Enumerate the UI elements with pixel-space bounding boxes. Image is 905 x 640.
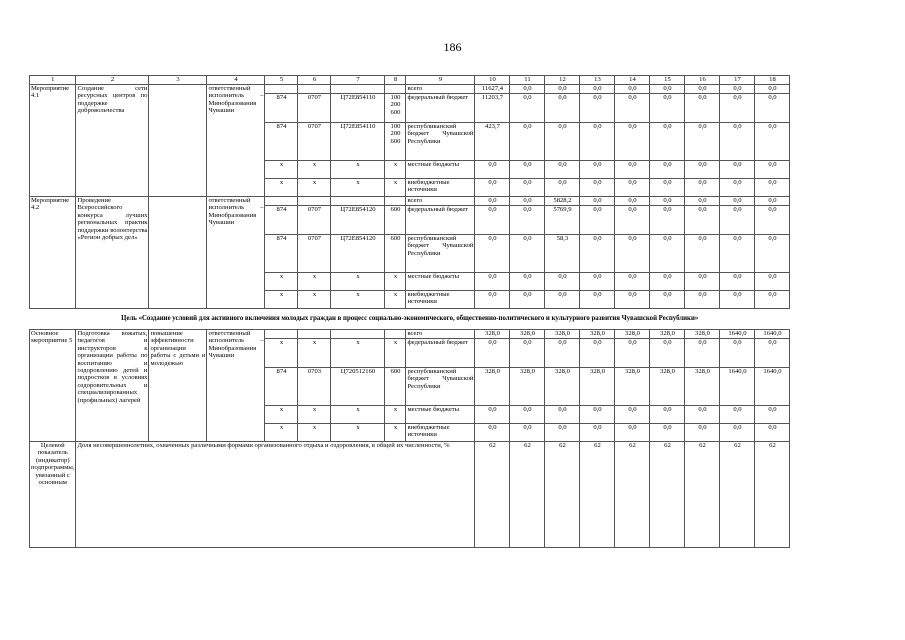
amount-cell: 0,0 bbox=[580, 179, 615, 197]
amount-cell: 328,0 bbox=[545, 330, 580, 339]
goal-heading: Цель «Создание условий для активного включения молодых граждан в процесс социально-экономического, общественно-политического и культурного развития Чувашской Республики» bbox=[30, 309, 790, 330]
expense-type-code: х bbox=[385, 424, 406, 442]
section-code: 0707 bbox=[298, 94, 331, 123]
amount-cell: 0,0 bbox=[720, 291, 755, 309]
amount-cell: 328,0 bbox=[475, 330, 510, 339]
grbs-code: х bbox=[265, 406, 298, 424]
amount-cell: 0,0 bbox=[475, 161, 510, 179]
target-article-code: х bbox=[331, 424, 385, 442]
expense-type-code bbox=[385, 197, 406, 206]
header-row bbox=[30, 76, 790, 85]
amount-cell: 0,0 bbox=[510, 179, 545, 197]
amount-cell: 0,0 bbox=[685, 123, 720, 161]
amount-cell: 5828,2 bbox=[545, 197, 580, 206]
expense-type-code: х bbox=[385, 406, 406, 424]
target-article-code: х bbox=[331, 291, 385, 309]
amount-cell: 0,0 bbox=[615, 273, 650, 291]
amount-cell: 0,0 bbox=[755, 123, 790, 161]
amount-cell: 0,0 bbox=[720, 94, 755, 123]
amount-cell: 0,0 bbox=[580, 206, 615, 235]
amount-cell: 0,0 bbox=[475, 424, 510, 442]
amount-cell: 0,0 bbox=[580, 161, 615, 179]
column-header: 9 bbox=[406, 76, 475, 85]
funding-source: федеральный бюджет bbox=[406, 94, 475, 123]
amount-cell: 0,0 bbox=[650, 291, 685, 309]
funding-source: всего bbox=[406, 197, 475, 206]
section-code: 0707 bbox=[298, 235, 331, 273]
expense-type-code: х bbox=[385, 273, 406, 291]
amount-cell: 0,0 bbox=[720, 424, 755, 442]
amount-cell: 0,0 bbox=[475, 179, 510, 197]
amount-cell: 328,0 bbox=[580, 368, 615, 406]
expense-type-code: х bbox=[385, 161, 406, 179]
amount-cell: 0,0 bbox=[650, 406, 685, 424]
amount-cell: 0,0 bbox=[685, 339, 720, 368]
amount-cell: 0,0 bbox=[685, 235, 720, 273]
amount-cell: 0,0 bbox=[650, 197, 685, 206]
amount-cell: 0,0 bbox=[720, 123, 755, 161]
amount-cell: 0,0 bbox=[615, 123, 650, 161]
table-row bbox=[30, 85, 790, 94]
amount-cell: 0,0 bbox=[510, 424, 545, 442]
section-code: х bbox=[298, 339, 331, 368]
target-article-code: х bbox=[331, 161, 385, 179]
target-article-code bbox=[331, 85, 385, 94]
target-indicator-row bbox=[30, 442, 790, 548]
grbs-code: х bbox=[265, 424, 298, 442]
column-header: 8 bbox=[385, 76, 406, 85]
amount-cell: 0,0 bbox=[510, 85, 545, 94]
section-code: 0703 bbox=[298, 368, 331, 406]
funding-source: местные бюджеты bbox=[406, 406, 475, 424]
amount-cell: 0,0 bbox=[545, 339, 580, 368]
amount-cell: 0,0 bbox=[685, 291, 720, 309]
amount-cell: 328,0 bbox=[545, 368, 580, 406]
amount-cell: 423,7 bbox=[475, 123, 510, 161]
grbs-code: 874 bbox=[265, 206, 298, 235]
funding-source: местные бюджеты bbox=[406, 273, 475, 291]
amount-cell: 0,0 bbox=[720, 85, 755, 94]
amount-cell: 0,0 bbox=[650, 123, 685, 161]
amount-cell: 328,0 bbox=[510, 330, 545, 339]
amount-cell: 0,0 bbox=[580, 123, 615, 161]
amount-cell: 328,0 bbox=[510, 368, 545, 406]
target-article-code: х bbox=[331, 273, 385, 291]
amount-cell: 0,0 bbox=[650, 206, 685, 235]
responsible-executor: ответственный исполнитель – Минобразования Чувашии bbox=[207, 330, 265, 442]
amount-cell: 0,0 bbox=[650, 94, 685, 123]
amount-cell: 0,0 bbox=[545, 123, 580, 161]
funding-source: республиканский бюджет Чувашской Республики bbox=[406, 123, 475, 161]
section-code bbox=[298, 197, 331, 206]
section-code bbox=[298, 330, 331, 339]
amount-cell: 11203,7 bbox=[475, 94, 510, 123]
column-header: 18 bbox=[755, 76, 790, 85]
amount-cell: 0,0 bbox=[545, 179, 580, 197]
amount-cell: 0,0 bbox=[510, 339, 545, 368]
amount-cell: 0,0 bbox=[650, 179, 685, 197]
amount-cell: 0,0 bbox=[720, 273, 755, 291]
column-header: 10 bbox=[475, 76, 510, 85]
amount-cell: 0,0 bbox=[615, 406, 650, 424]
section-code: 0707 bbox=[298, 123, 331, 161]
grbs-code bbox=[265, 197, 298, 206]
funding-source: внебюджетные источники bbox=[406, 424, 475, 442]
activity-label: Мероприятие 4.1 bbox=[30, 85, 76, 197]
amount-cell: 0,0 bbox=[755, 406, 790, 424]
expense-type-code: 100 200 600 bbox=[385, 94, 406, 123]
section-code: х bbox=[298, 291, 331, 309]
funding-source: внебюджетные источники bbox=[406, 179, 475, 197]
grbs-code: 874 bbox=[265, 94, 298, 123]
page-number: 186 bbox=[443, 40, 462, 54]
expected-result bbox=[149, 197, 207, 309]
amount-cell: 0,0 bbox=[510, 406, 545, 424]
amount-cell: 0,0 bbox=[685, 197, 720, 206]
target-article-code: Ц72Е854110 bbox=[331, 123, 385, 161]
amount-cell: 0,0 bbox=[755, 424, 790, 442]
amount-cell: 0,0 bbox=[580, 406, 615, 424]
amount-cell: 58,3 bbox=[545, 235, 580, 273]
amount-cell: 0,0 bbox=[755, 94, 790, 123]
expense-type-code: 600 bbox=[385, 235, 406, 273]
amount-cell: 0,0 bbox=[685, 273, 720, 291]
amount-cell: 0,0 bbox=[720, 206, 755, 235]
grbs-code: 874 bbox=[265, 235, 298, 273]
target-article-code: х bbox=[331, 339, 385, 368]
amount-cell: 0,0 bbox=[510, 206, 545, 235]
amount-cell: 0,0 bbox=[475, 291, 510, 309]
grbs-code: 874 bbox=[265, 368, 298, 406]
funding-source: федеральный бюджет bbox=[406, 206, 475, 235]
amount-cell: 0,0 bbox=[510, 197, 545, 206]
column-header: 2 bbox=[76, 76, 149, 85]
funding-source: внебюджетные источники bbox=[406, 291, 475, 309]
amount-cell: 0,0 bbox=[580, 235, 615, 273]
amount-cell: 0,0 bbox=[685, 94, 720, 123]
amount-cell: 1640,0 bbox=[720, 368, 755, 406]
column-header: 11 bbox=[510, 76, 545, 85]
amount-cell: 0,0 bbox=[545, 85, 580, 94]
amount-cell: 0,0 bbox=[580, 197, 615, 206]
column-header: 6 bbox=[298, 76, 331, 85]
target-value: 62 bbox=[650, 442, 685, 548]
amount-cell: 0,0 bbox=[755, 179, 790, 197]
amount-cell: 0,0 bbox=[580, 273, 615, 291]
target-article-code: х bbox=[331, 179, 385, 197]
funding-source: всего bbox=[406, 85, 475, 94]
column-header: 12 bbox=[545, 76, 580, 85]
amount-cell: 0,0 bbox=[545, 406, 580, 424]
amount-cell: 0,0 bbox=[685, 161, 720, 179]
amount-cell: 0,0 bbox=[580, 94, 615, 123]
grbs-code: х bbox=[265, 161, 298, 179]
target-article-code bbox=[331, 330, 385, 339]
amount-cell: 0,0 bbox=[475, 235, 510, 273]
amount-cell: 0,0 bbox=[615, 206, 650, 235]
expected-result: повышение эффективности организации работы с детьми и молодежью bbox=[149, 330, 207, 442]
column-header: 1 bbox=[30, 76, 76, 85]
amount-cell: 0,0 bbox=[615, 85, 650, 94]
amount-cell: 0,0 bbox=[650, 424, 685, 442]
amount-cell: 0,0 bbox=[475, 197, 510, 206]
amount-cell: 328,0 bbox=[615, 330, 650, 339]
amount-cell: 0,0 bbox=[510, 123, 545, 161]
target-article-code: Ц72Е854120 bbox=[331, 206, 385, 235]
amount-cell: 0,0 bbox=[615, 424, 650, 442]
activity-name: Подготовка вожатых, педагогов и инструкторов к организации работы по воспитанию и оздоровлению детей и подростков в условиях оздоровительных и специализированных (профильных) лагерей bbox=[76, 330, 149, 442]
table-row bbox=[30, 197, 790, 206]
target-article-code: х bbox=[331, 406, 385, 424]
grbs-code: х bbox=[265, 291, 298, 309]
amount-cell: 0,0 bbox=[650, 273, 685, 291]
section-code bbox=[298, 85, 331, 94]
activity-name: Создание сети ресурсных центров по поддержке добровольчества bbox=[76, 85, 149, 197]
target-value: 62 bbox=[475, 442, 510, 548]
expense-type-code: х bbox=[385, 339, 406, 368]
grbs-code bbox=[265, 330, 298, 339]
expense-type-code: х bbox=[385, 179, 406, 197]
amount-cell: 0,0 bbox=[545, 291, 580, 309]
budget-table bbox=[29, 75, 790, 548]
target-article-code: Ц720512160 bbox=[331, 368, 385, 406]
grbs-code bbox=[265, 85, 298, 94]
expense-type-code bbox=[385, 85, 406, 94]
amount-cell: 0,0 bbox=[615, 94, 650, 123]
column-header: 16 bbox=[685, 76, 720, 85]
column-header: 14 bbox=[615, 76, 650, 85]
amount-cell: 328,0 bbox=[685, 330, 720, 339]
amount-cell: 0,0 bbox=[615, 339, 650, 368]
amount-cell: 0,0 bbox=[615, 179, 650, 197]
table-row bbox=[30, 330, 790, 339]
amount-cell: 0,0 bbox=[650, 235, 685, 273]
grbs-code: х bbox=[265, 179, 298, 197]
amount-cell: 328,0 bbox=[650, 368, 685, 406]
amount-cell: 0,0 bbox=[685, 85, 720, 94]
column-header: 17 bbox=[720, 76, 755, 85]
target-value: 62 bbox=[720, 442, 755, 548]
funding-source: республиканский бюджет Чувашской Республики bbox=[406, 368, 475, 406]
section-code: х bbox=[298, 273, 331, 291]
expense-type-code: х bbox=[385, 291, 406, 309]
column-header: 7 bbox=[331, 76, 385, 85]
amount-cell: 0,0 bbox=[615, 235, 650, 273]
target-article-code: Ц72Е854110 bbox=[331, 94, 385, 123]
amount-cell: 0,0 bbox=[755, 235, 790, 273]
amount-cell: 0,0 bbox=[685, 206, 720, 235]
grbs-code: х bbox=[265, 339, 298, 368]
target-value: 62 bbox=[545, 442, 580, 548]
amount-cell: 0,0 bbox=[685, 406, 720, 424]
amount-cell: 0,0 bbox=[475, 339, 510, 368]
amount-cell: 328,0 bbox=[580, 330, 615, 339]
amount-cell: 0,0 bbox=[755, 206, 790, 235]
amount-cell: 0,0 bbox=[615, 161, 650, 179]
amount-cell: 1640,0 bbox=[755, 368, 790, 406]
column-header: 3 bbox=[149, 76, 207, 85]
target-value: 62 bbox=[580, 442, 615, 548]
amount-cell: 0,0 bbox=[650, 85, 685, 94]
amount-cell: 0,0 bbox=[755, 339, 790, 368]
funding-source: местные бюджеты bbox=[406, 161, 475, 179]
amount-cell: 0,0 bbox=[580, 85, 615, 94]
amount-cell: 5769,9 bbox=[545, 206, 580, 235]
amount-cell: 0,0 bbox=[580, 291, 615, 309]
target-value: 62 bbox=[755, 442, 790, 548]
amount-cell: 1640,0 bbox=[755, 330, 790, 339]
funding-source: республиканский бюджет Чувашской Республики bbox=[406, 235, 475, 273]
amount-cell: 0,0 bbox=[685, 424, 720, 442]
amount-cell: 0,0 bbox=[580, 424, 615, 442]
target-indicator-label: Целевой показатель (индикатор) подпрограммы, увязанный с основным bbox=[30, 442, 76, 548]
target-value: 62 bbox=[685, 442, 720, 548]
activity-name: Проведение Всероссийского конкурса лучших региональных практик поддержки волонтерства «Регион добрых дел» bbox=[76, 197, 149, 309]
amount-cell: 0,0 bbox=[580, 339, 615, 368]
amount-cell: 0,0 bbox=[720, 197, 755, 206]
column-header: 15 bbox=[650, 76, 685, 85]
amount-cell: 328,0 bbox=[475, 368, 510, 406]
amount-cell: 0,0 bbox=[510, 94, 545, 123]
amount-cell: 0,0 bbox=[720, 339, 755, 368]
amount-cell: 0,0 bbox=[475, 273, 510, 291]
column-header: 4 bbox=[207, 76, 265, 85]
grbs-code: 874 bbox=[265, 123, 298, 161]
amount-cell: 328,0 bbox=[685, 368, 720, 406]
activity-label: Основное мероприятие 5 bbox=[30, 330, 76, 442]
amount-cell: 0,0 bbox=[510, 291, 545, 309]
amount-cell: 328,0 bbox=[615, 368, 650, 406]
amount-cell: 0,0 bbox=[755, 197, 790, 206]
section-code: х bbox=[298, 179, 331, 197]
amount-cell: 0,0 bbox=[545, 94, 580, 123]
amount-cell: 11627,4 bbox=[475, 85, 510, 94]
funding-source: всего bbox=[406, 330, 475, 339]
amount-cell: 0,0 bbox=[545, 273, 580, 291]
target-indicator-text: Доля несовершеннолетних, охваченных различными формами организованного отдыха и оздоровления, в общей их численности, % bbox=[76, 442, 475, 548]
responsible-executor: ответственный исполнитель – Минобразования Чувашии bbox=[207, 197, 265, 309]
amount-cell: 0,0 bbox=[720, 235, 755, 273]
responsible-executor: ответственный исполнитель – Минобразования Чувашии bbox=[207, 85, 265, 197]
amount-cell: 0,0 bbox=[755, 85, 790, 94]
amount-cell: 0,0 bbox=[475, 206, 510, 235]
amount-cell: 0,0 bbox=[650, 161, 685, 179]
expected-result bbox=[149, 85, 207, 197]
grbs-code: х bbox=[265, 273, 298, 291]
column-header: 5 bbox=[265, 76, 298, 85]
amount-cell: 0,0 bbox=[545, 161, 580, 179]
section-code: х bbox=[298, 424, 331, 442]
amount-cell: 0,0 bbox=[685, 179, 720, 197]
amount-cell: 0,0 bbox=[510, 161, 545, 179]
expense-type-code bbox=[385, 330, 406, 339]
expense-type-code: 100 200 600 bbox=[385, 123, 406, 161]
column-header: 13 bbox=[580, 76, 615, 85]
expense-type-code: 600 bbox=[385, 368, 406, 406]
amount-cell: 0,0 bbox=[720, 406, 755, 424]
amount-cell: 1640,0 bbox=[720, 330, 755, 339]
target-value: 62 bbox=[615, 442, 650, 548]
amount-cell: 328,0 bbox=[650, 330, 685, 339]
amount-cell: 0,0 bbox=[510, 273, 545, 291]
target-value: 62 bbox=[510, 442, 545, 548]
amount-cell: 0,0 bbox=[720, 179, 755, 197]
amount-cell: 0,0 bbox=[720, 161, 755, 179]
expense-type-code: 600 bbox=[385, 206, 406, 235]
amount-cell: 0,0 bbox=[650, 339, 685, 368]
funding-source: федеральный бюджет bbox=[406, 339, 475, 368]
section-code: 0707 bbox=[298, 206, 331, 235]
amount-cell: 0,0 bbox=[755, 273, 790, 291]
amount-cell: 0,0 bbox=[475, 406, 510, 424]
amount-cell: 0,0 bbox=[755, 161, 790, 179]
goal-row bbox=[30, 309, 790, 330]
section-code: х bbox=[298, 161, 331, 179]
amount-cell: 0,0 bbox=[510, 235, 545, 273]
amount-cell: 0,0 bbox=[615, 197, 650, 206]
amount-cell: 0,0 bbox=[755, 291, 790, 309]
amount-cell: 0,0 bbox=[615, 291, 650, 309]
target-article-code: Ц72Е854120 bbox=[331, 235, 385, 273]
target-article-code bbox=[331, 197, 385, 206]
section-code: х bbox=[298, 406, 331, 424]
activity-label: Мероприятие 4.2 bbox=[30, 197, 76, 309]
amount-cell: 0,0 bbox=[545, 424, 580, 442]
